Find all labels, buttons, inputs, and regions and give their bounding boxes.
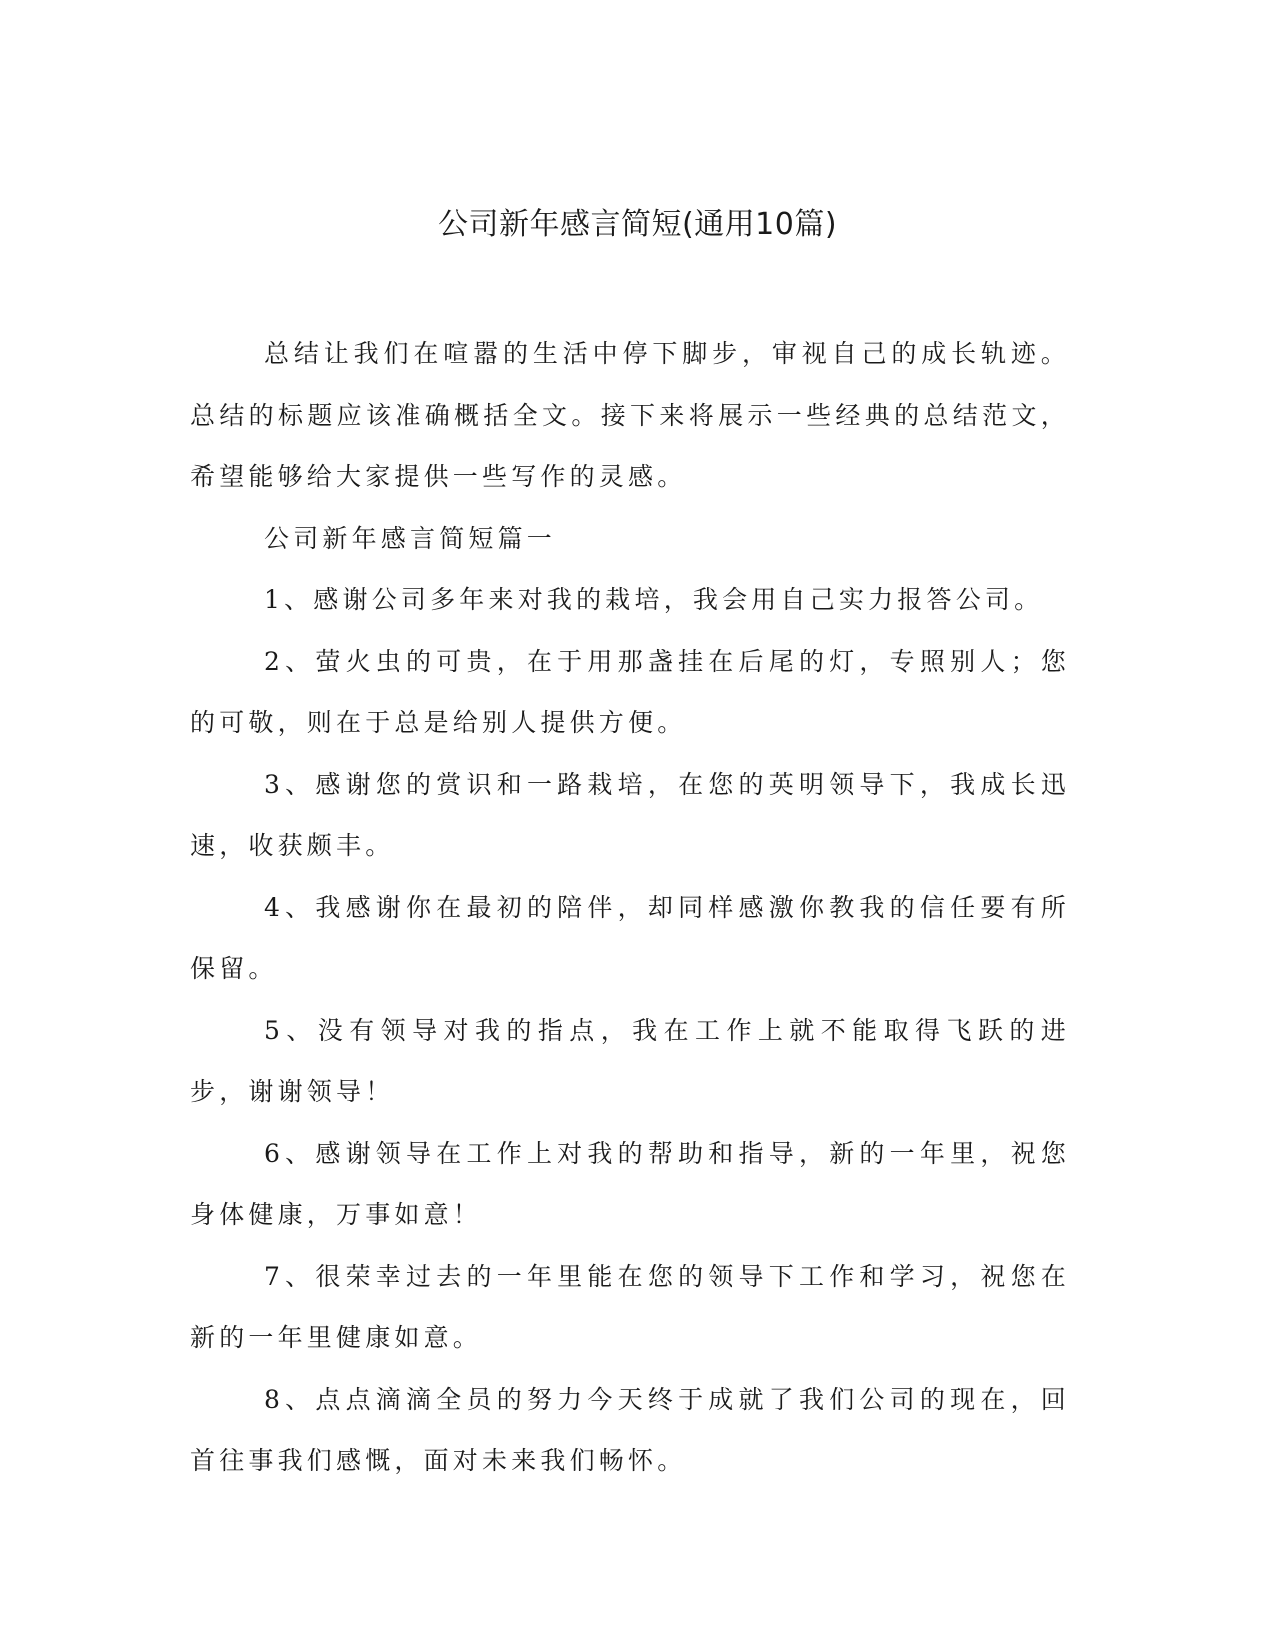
document-body (190, 323, 1070, 1492)
list-item: 8、点点滴滴全员的努力今天终于成就了我们公司的现在，回首往事我们感慨，面对未来我们畅怀。 (190, 1384, 1070, 1475)
list-item: 4、我感谢你在最初的陪伴，却同样感激你教我的信任要有所保留。 (190, 892, 1070, 983)
list-item: 7、很荣幸过去的一年里能在您的领导下工作和学习，祝您在新的一年里健康如意。 (190, 1261, 1070, 1352)
intro-paragraph: 总结让我们在喧嚣的生活中停下脚步，审视自己的成长轨迹。总结的标题应该准确概括全文。接下来将展示一些经典的总结范文，希望能够给大家提供一些写作的灵感。 (190, 339, 1070, 491)
list-item: 3、感谢您的赏识和一路栽培，在您的英明领导下，我成长迅速，收获颇丰。 (190, 769, 1070, 860)
section-heading: 公司新年感言简短篇一 (264, 523, 557, 553)
list-item: 2、萤火虫的可贵，在于用那盏挂在后尾的灯，专照别人；您的可敬，则在于总是给别人提供方便。 (190, 646, 1070, 737)
list-item: 6、感谢领导在工作上对我的帮助和指导，新的一年里，祝您身体健康，万事如意！ (190, 1138, 1070, 1229)
list-item: 5、没有领导对我的指点，我在工作上就不能取得飞跃的进步，谢谢领导！ (190, 1015, 1070, 1106)
list-item: 1、感谢公司多年来对我的栽培，我会用自己实力报答公司。 (264, 585, 1044, 614)
document-title: 公司新年感言简短(通用10篇) (437, 207, 838, 242)
